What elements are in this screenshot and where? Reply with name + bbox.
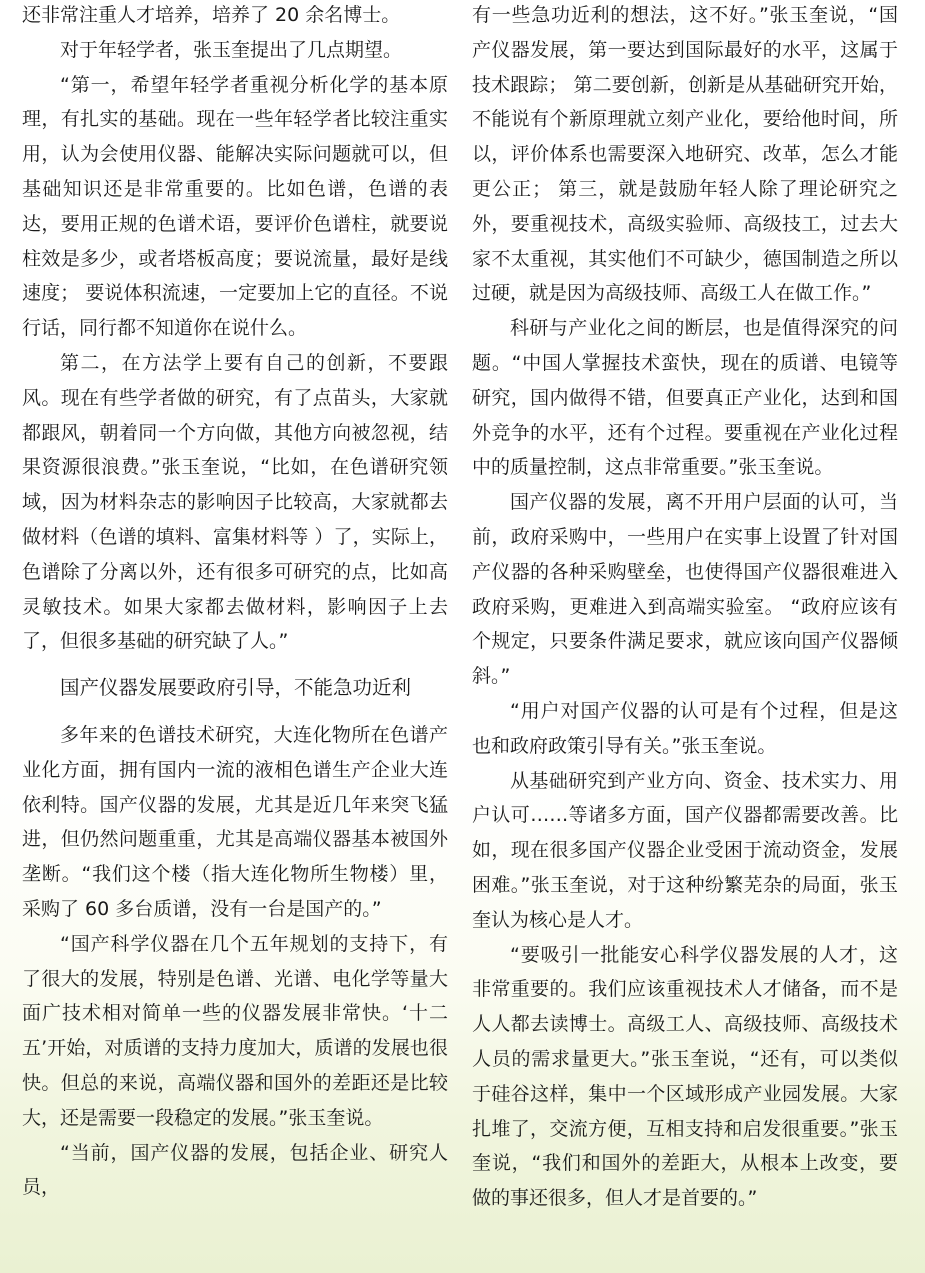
paragraph: “当前，国产仪器的发展，包括企业、研究人员， [22, 1141, 448, 1199]
paragraph: 还非常注重人才培养，培养了 20 余名博士。 [22, 4, 401, 26]
paragraph: “要吸引一批能安心科学仪器发展的人才，这非常重要的。我们应该重视技术人才储备，而不是人人都去读博士。高级工人、高级技师、高级技术人员的需求量更大。”张玉奎说，“还有，可以类似于硅谷这样，集中一个区域形成产业园发展。大家扎堆了，交流方便，互相支持和启发很重要。”张玉奎说，“我们和国外的差距大，从根本上改变，要做的事还很多，但人才是首要的。” [472, 943, 898, 1210]
section-heading: 国产仪器发展要政府引导，不能急功近利 [60, 676, 412, 700]
paragraph: “用户对国产仪器的认可是有个过程，但是这也和政府政策引导有关。”张玉奎说。 [472, 699, 898, 757]
paragraph: “国产科学仪器在几个五年规划的支持下，有了很大的发展，特别是色谱、光谱、电化学等量大面广技术相对简单一些的仪器发展非常快。‘十二五’开始，对质谱的支持力度加大，质谱的发展也很快。但总的来说，高端仪器和国外的差距还是比较大，还是需要一段稳定的发展。”张玉奎说。 [22, 932, 448, 1129]
left-column [22, 0, 448, 1205]
paragraph: 从基础研究到产业方向、资金、技术实力、用户认可……等诸多方面，国产仪器都需要改善。比如，现在很多国产仪器企业受困于流动资金，发展困难。”张玉奎说，对于这种纷繁芜杂的局面，张玉奎认为核心是人才。 [472, 769, 898, 931]
paragraph: 国产仪器的发展，离不开用户层面的认可，当前，政府采购中，一些用户在实事上设置了针对国产仪器的各种采购壁垒，也使得国产仪器很难进入政府采购，更难进入到高端实验室。 “政府应该有个规定，只要条件满足要求，就应该向国产仪器倾斜。” [472, 491, 898, 688]
paragraph: “第一，希望年轻学者重视分析化学的基本原理，有扎实的基础。现在一些年轻学者比较注重实用，认为会使用仪器、能解决实际问题就可以，但基础知识还是非常重要的。比如色谱，色谱的表达，要用正规的色谱术语，要评价色谱柱，就要说柱效是多少，或者塔板高度；要说流量，最好是线速度； 要说体积流速，一定要加上它的直径。不说行话，同行都不知道你在说什么。 [22, 73, 448, 340]
paragraph: 第二，在方法学上要有自己的创新，不要跟风。现在有些学者做的研究，有了点苗头，大家就都跟风，朝着同一个方向做，其他方向被忽视，结果资源很浪费。”张玉奎说，“比如，在色谱研究领域，因为材料杂志的影响因子比较高，大家就都去做材料（色谱的填料、富集材料等 ）了，实际上，色谱除了分离以外，还有很多可研究的点，比如高灵敏技术。如果大家都去做材料，影响因子上去了，但很多基础的研究缺了人。” [22, 351, 448, 653]
paragraph: 对于年轻学者，张玉奎提出了几点期望。 [60, 38, 403, 61]
paragraph: 科研与产业化之间的断层，也是值得深究的问题。“中国人掌握技术蛮快，现在的质谱、电镜等研究，国内做得不错，但要真正产业化，达到和国外竞争的水平，还有个过程。要重视在产业化过程中的质量控制，这点非常重要。”张玉奎说。 [472, 317, 898, 479]
right-column [472, 0, 898, 1216]
paragraph: 多年来的色谱技术研究，大连化物所在色谱产业化方面，拥有国内一流的液相色谱生产企业大连依利特。国产仪器的发展，尤其是近几年来突飞猛进，但仍然问题重重，尤其是高端仪器基本被国外垄断。“我们这个楼（指大连化物所生物楼）里，采购了 60 多台质谱，没有一台是国产的。” [22, 723, 448, 920]
paragraph: 有一些急功近利的想法，这不好。”张玉奎说，“国产仪器发展，第一要达到国际最好的水平，这属于技术跟踪； 第二要创新，创新是从基础研究开始，不能说有个新原理就立刻产业化，要给他时间，所以，评价体系也需要深入地研究、改革，怎么才能更公正； 第三，就是鼓励年轻人除了理论研究之外，要重视技术，高级实验师、高级技工，过去大家不太重视，其实他们不可缺少，德国制造之所以过硬，就是因为高级技师、高级工人在做工作。” [472, 4, 898, 305]
